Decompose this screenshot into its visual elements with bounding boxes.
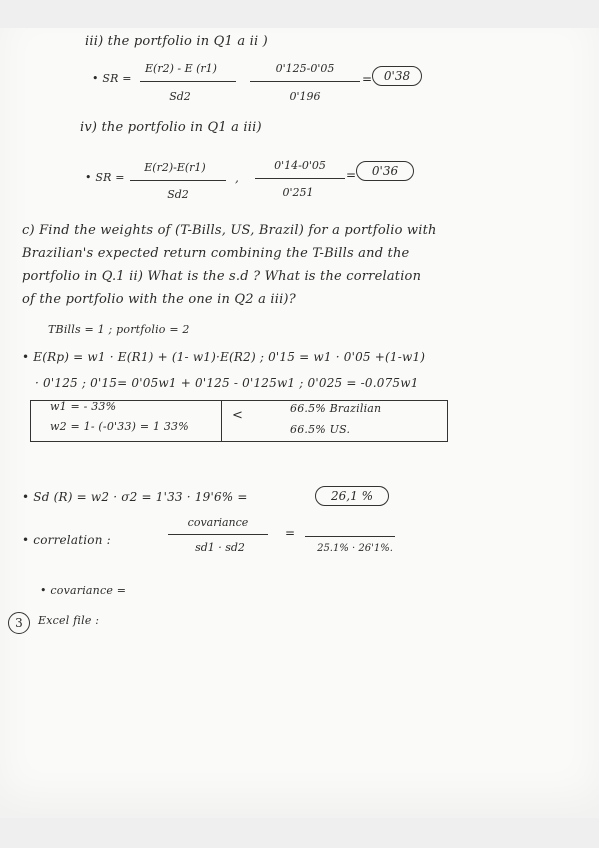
question-c-line-2: Brazilian's expected return combining the T-Bills and the xyxy=(22,246,410,261)
result-oval-iv: 0'36 xyxy=(356,161,414,181)
correlation-label: • correlation : xyxy=(22,533,111,547)
question-c-line-4: of the portfolio with the one in Q2 a iii)? xyxy=(22,292,296,307)
notebook-page: iii) the portfolio in Q1 a ii ) • SR = E(r2) - E (r1) Sd2 0'125-0'05 0'196 = 0'38 iv) the portfolio in Q1 a iii) • SR = E(r2)-E(r1) Sd2 , 0'14-0'05 0'251 = 0'36 c) Find the weights of (T-Bills, US, Brazil) for a portfolio with Brazilian's expected return combining the T-Bills and the portfolio in Q.1 ii) What is the s.d ? What is the correlation of the portfolio with the one in Q2 a iii)? TBills = 1 ; portfolio = 2 • E(Rp) = w1 · E(R1) + (1- w1)·E(R2) ; 0'15 = w1 · 0'05 +(1-w1) · 0'125 ; 0'15= 0'05w1 + 0'125 - 0'125w1 ; 0'025 = -0.075w1 w1 = - 33% w2 = 1- (-0'33) = 1 33% < 66.5% Brazilian 66.5% US. • Sd (R) = w2 · σ2 = 1'33 · 19'6% = 26,1 % • correlation : covariance sd1 · sd2 = 25.1% · 26'1%. • covariance = 3 Excel file : xyxy=(0,28,599,818)
section-iii-title: iii) the portfolio in Q1 a ii ) xyxy=(85,34,268,49)
expected-return-solution: · 0'125 ; 0'15= 0'05w1 + 0'125 - 0'125w1 ; 0'025 = -0.075w1 xyxy=(35,376,419,390)
asset-labels: TBills = 1 ; portfolio = 2 xyxy=(48,323,190,336)
correlation-equals: = xyxy=(285,526,296,540)
weight-w1: w1 = - 33% xyxy=(50,400,117,413)
question-c-line-1: c) Find the weights of (T-Bills, US, Brazil) for a portfolio with xyxy=(22,223,437,238)
excel-file-label: Excel file : xyxy=(38,614,100,627)
question-c-line-3: portfolio in Q.1 ii) What is the s.d ? What is the correlation xyxy=(22,269,422,284)
less-than-bracket: < xyxy=(232,408,244,423)
result-oval-iii: 0'38 xyxy=(372,66,422,86)
correlation-numerator: covariance xyxy=(187,516,249,529)
expected-return-equation: • E(Rp) = w1 · E(R1) + (1- w1)·E(R2) ; 0'15 = w1 · 0'05 +(1-w1) xyxy=(22,350,426,364)
numerator-expr-iii: E(r2) - E (r1) xyxy=(145,62,217,75)
section-iv-title: iv) the portfolio in Q1 a iii) xyxy=(80,120,262,135)
sr-label-iii: • SR = xyxy=(92,72,132,85)
covariance-label: • covariance = xyxy=(40,584,127,597)
denominator-values-iii: 0'196 xyxy=(289,90,321,103)
fraction-bar xyxy=(255,178,345,179)
correlation-denominator: sd1 · sd2 xyxy=(195,541,245,554)
denominator-expr-iv: Sd2 xyxy=(167,188,189,201)
denominator-expr-iii: Sd2 xyxy=(169,90,191,103)
fraction-bar xyxy=(168,534,268,535)
sd-result-oval: 26,1 % xyxy=(315,486,389,506)
us-weight: 66.5% US. xyxy=(290,423,351,436)
numerator-values-iii: 0'125-0'05 xyxy=(275,62,335,75)
denominator-values-iv: 0'251 xyxy=(282,186,314,199)
numerator-expr-iv: E(r2)-E(r1) xyxy=(144,161,206,174)
weight-w2: w2 = 1- (-0'33) = 1 33% xyxy=(50,420,189,433)
fraction-bar xyxy=(130,180,226,181)
brazil-weight: 66.5% Brazilian xyxy=(290,402,382,415)
fraction-bar xyxy=(305,536,395,537)
numerator-values-iv: 0'14-0'05 xyxy=(274,159,326,172)
fraction-bar xyxy=(250,81,360,82)
sd-formula: • Sd (R) = w2 · σ2 = 1'33 · 19'6% = xyxy=(22,490,248,504)
question-number-circle: 3 xyxy=(8,612,30,634)
sr-label-iv: • SR = xyxy=(85,171,125,184)
correlation-denominator-values: 25.1% · 26'1%. xyxy=(317,543,393,554)
fraction-bar xyxy=(140,81,236,82)
